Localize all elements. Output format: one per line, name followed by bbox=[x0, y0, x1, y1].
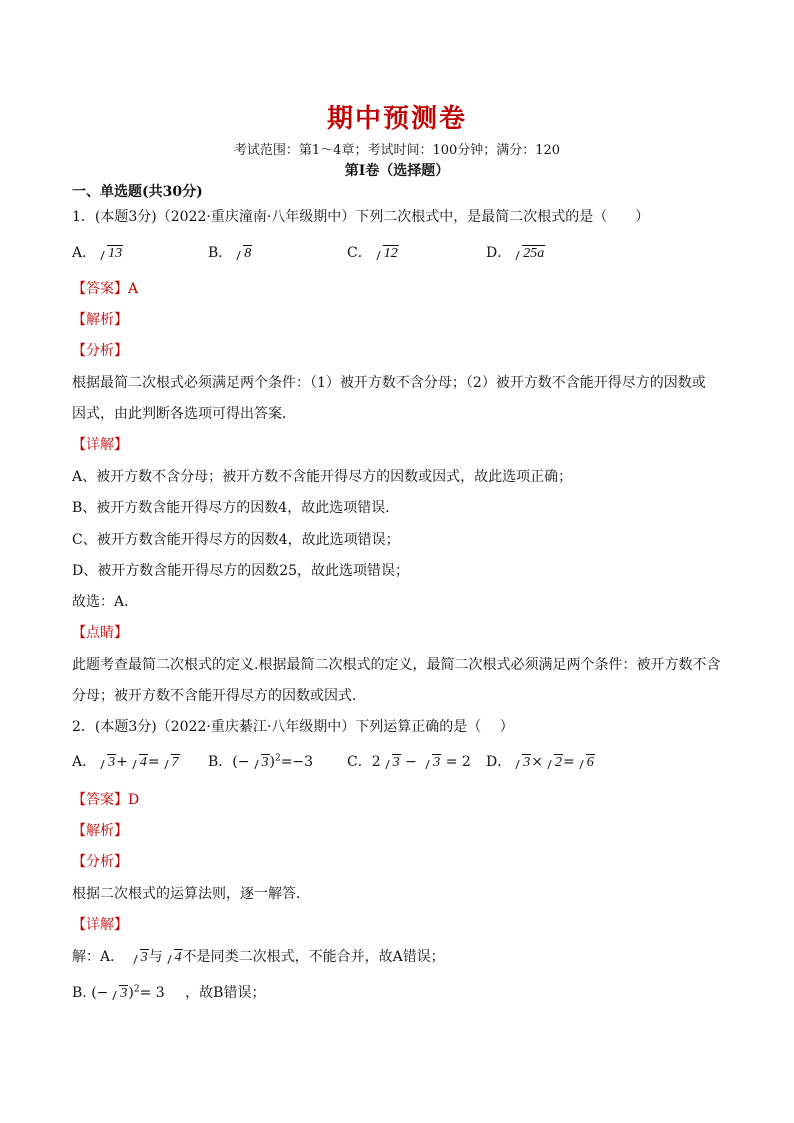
open-paren: (− bbox=[232, 754, 250, 770]
q1-detail-d: D、被开方数含能开得尽方的因数25，故此选项错误； bbox=[72, 563, 410, 579]
detail-conclusion: 不是同类二次根式，不能合并，故A错误； bbox=[182, 949, 445, 965]
q1-dianjing-tag: 【点睛】 bbox=[72, 625, 128, 641]
radicand: 2 bbox=[554, 755, 562, 770]
q2-option-d bbox=[486, 751, 595, 771]
q1-option-a bbox=[72, 242, 123, 262]
equals-sign: = bbox=[562, 754, 575, 770]
radicand: 25a bbox=[523, 246, 545, 261]
detail-prefix: B. bbox=[72, 985, 87, 1001]
section-heading: 一、单选题(共30分) bbox=[72, 184, 203, 200]
radicand: 12 bbox=[383, 246, 398, 261]
q1-choice: 故选：A． bbox=[72, 594, 139, 610]
detail-connector: 与 bbox=[148, 949, 163, 965]
radicand: 4 bbox=[139, 755, 147, 770]
exponent: 2 bbox=[274, 753, 281, 764]
q2-detail-b bbox=[72, 982, 265, 1002]
radicand: 7 bbox=[171, 755, 179, 770]
right-hand-side: = 2 bbox=[445, 754, 471, 770]
q1-comment-line-1: 此题考查最简二次根式的定义.根据最简二次根式的定义，最简二次根式必须满足两个条件：被开方数不含 bbox=[72, 657, 721, 673]
q2-analysis: 根据二次根式的运算法则，逐一解答． bbox=[72, 886, 310, 902]
page-title: 期中预测卷 bbox=[326, 104, 467, 134]
q1-comment-line-2: 分母；被开方数不含能开得尽方的因数或因式． bbox=[72, 688, 366, 704]
sqrt-symbol bbox=[162, 754, 180, 771]
answer-tag: 【答案】 bbox=[72, 792, 128, 808]
radicand: 3 bbox=[392, 755, 400, 770]
times-sign: × bbox=[531, 754, 543, 770]
minus-sign: − bbox=[405, 754, 417, 770]
sqrt-symbol bbox=[131, 949, 149, 966]
option-label: C． bbox=[347, 754, 372, 770]
detail-prefix: 解：A． bbox=[72, 949, 125, 965]
option-label: A． bbox=[72, 754, 97, 770]
radicand: 3 bbox=[108, 755, 116, 770]
radicand: 3 bbox=[523, 755, 531, 770]
q2-fenxi-tag: 【分析】 bbox=[72, 854, 128, 870]
option-label: C． bbox=[347, 245, 372, 261]
close-paren: ) bbox=[128, 985, 134, 1001]
q2-option-c bbox=[347, 751, 471, 771]
q1-analysis-line-2: 因式，由此判断各选项可得出答案． bbox=[72, 406, 296, 422]
sqrt-symbol bbox=[545, 754, 563, 771]
q2-detail-a bbox=[72, 946, 445, 966]
question-2-stem: 2．(本题3分)（2022·重庆綦江·八年级期中）下列运算正确的是（ ） bbox=[72, 719, 514, 735]
q1-option-d bbox=[486, 242, 545, 262]
q2-jiexi-tag: 【解析】 bbox=[72, 823, 128, 839]
sqrt-symbol bbox=[98, 245, 123, 262]
sqrt-symbol bbox=[165, 949, 183, 966]
option-label: A． bbox=[72, 245, 97, 261]
sqrt-symbol bbox=[513, 754, 531, 771]
q1-detail-c: C、被开方数含能开得尽方的因数4，故此选项错误； bbox=[72, 532, 400, 548]
volume-title: 第I卷（选择题） bbox=[344, 163, 450, 179]
sqrt-symbol bbox=[234, 245, 252, 262]
q1-fenxi-tag: 【分析】 bbox=[72, 343, 128, 359]
q2-option-a bbox=[72, 751, 180, 771]
sqrt-symbol bbox=[577, 754, 595, 771]
right-hand-side: = 3 bbox=[139, 985, 165, 1001]
q1-xiangjie-tag: 【详解】 bbox=[72, 437, 128, 453]
q1-analysis-line-1: 根据最简二次根式必须满足两个条件：（1）被开方数不含分母；（2）被开方数不含能开得尽方的因数或 bbox=[72, 375, 706, 391]
option-label: D． bbox=[486, 754, 512, 770]
q1-detail-a: A、被开方数不含分母；被开方数不含能开得尽方的因数或因式，故此选项正确； bbox=[72, 469, 573, 485]
answer-tag: 【答案】 bbox=[72, 281, 128, 297]
close-paren: ) bbox=[269, 754, 275, 770]
answer-value: A bbox=[128, 281, 139, 297]
option-label: B． bbox=[208, 245, 233, 261]
right-hand-side: =−3 bbox=[280, 754, 314, 770]
exponent: 2 bbox=[133, 984, 140, 995]
q2-xiangjie-tag: 【详解】 bbox=[72, 917, 128, 933]
question-1-stem: 1．(本题3分)（2022·重庆潼南·八年级期中）下列二次根式中，是最简二次根式的是（ ） bbox=[72, 209, 650, 225]
coefficient: 2 bbox=[371, 754, 381, 770]
sqrt-symbol bbox=[98, 754, 116, 771]
answer-value: D bbox=[128, 792, 140, 808]
sqrt-symbol bbox=[252, 754, 270, 771]
radicand: 8 bbox=[244, 246, 252, 261]
open-paren: (− bbox=[91, 985, 109, 1001]
radicand: 3 bbox=[433, 755, 441, 770]
sqrt-symbol bbox=[383, 754, 401, 771]
option-label: D． bbox=[486, 245, 512, 261]
q1-answer bbox=[72, 278, 138, 298]
q2-option-b bbox=[208, 751, 313, 771]
q1-option-c bbox=[347, 242, 399, 262]
radicand: 3 bbox=[120, 986, 128, 1001]
radicand: 3 bbox=[140, 950, 148, 965]
detail-conclusion: ，故B错误； bbox=[185, 985, 266, 1001]
equals-sign: = bbox=[147, 754, 160, 770]
sqrt-symbol bbox=[110, 985, 128, 1002]
sqrt-symbol bbox=[423, 754, 441, 771]
exam-info: 考试范围：第1～4章；考试时间：100分钟；满分：120 bbox=[233, 143, 561, 158]
radicand: 3 bbox=[261, 755, 269, 770]
q1-detail-b: B、被开方数含能开得尽方的因数4，故此选项错误． bbox=[72, 500, 400, 516]
q1-jiexi-tag: 【解析】 bbox=[72, 312, 128, 328]
plus-sign: + bbox=[116, 754, 128, 770]
sqrt-symbol bbox=[130, 754, 148, 771]
q2-answer bbox=[72, 789, 139, 809]
radicand: 13 bbox=[108, 246, 123, 261]
option-label: B． bbox=[208, 754, 233, 770]
radicand: 6 bbox=[586, 755, 594, 770]
radicand: 4 bbox=[174, 950, 182, 965]
sqrt-symbol bbox=[374, 245, 399, 262]
sqrt-symbol bbox=[513, 245, 545, 262]
q1-option-b bbox=[208, 242, 252, 262]
